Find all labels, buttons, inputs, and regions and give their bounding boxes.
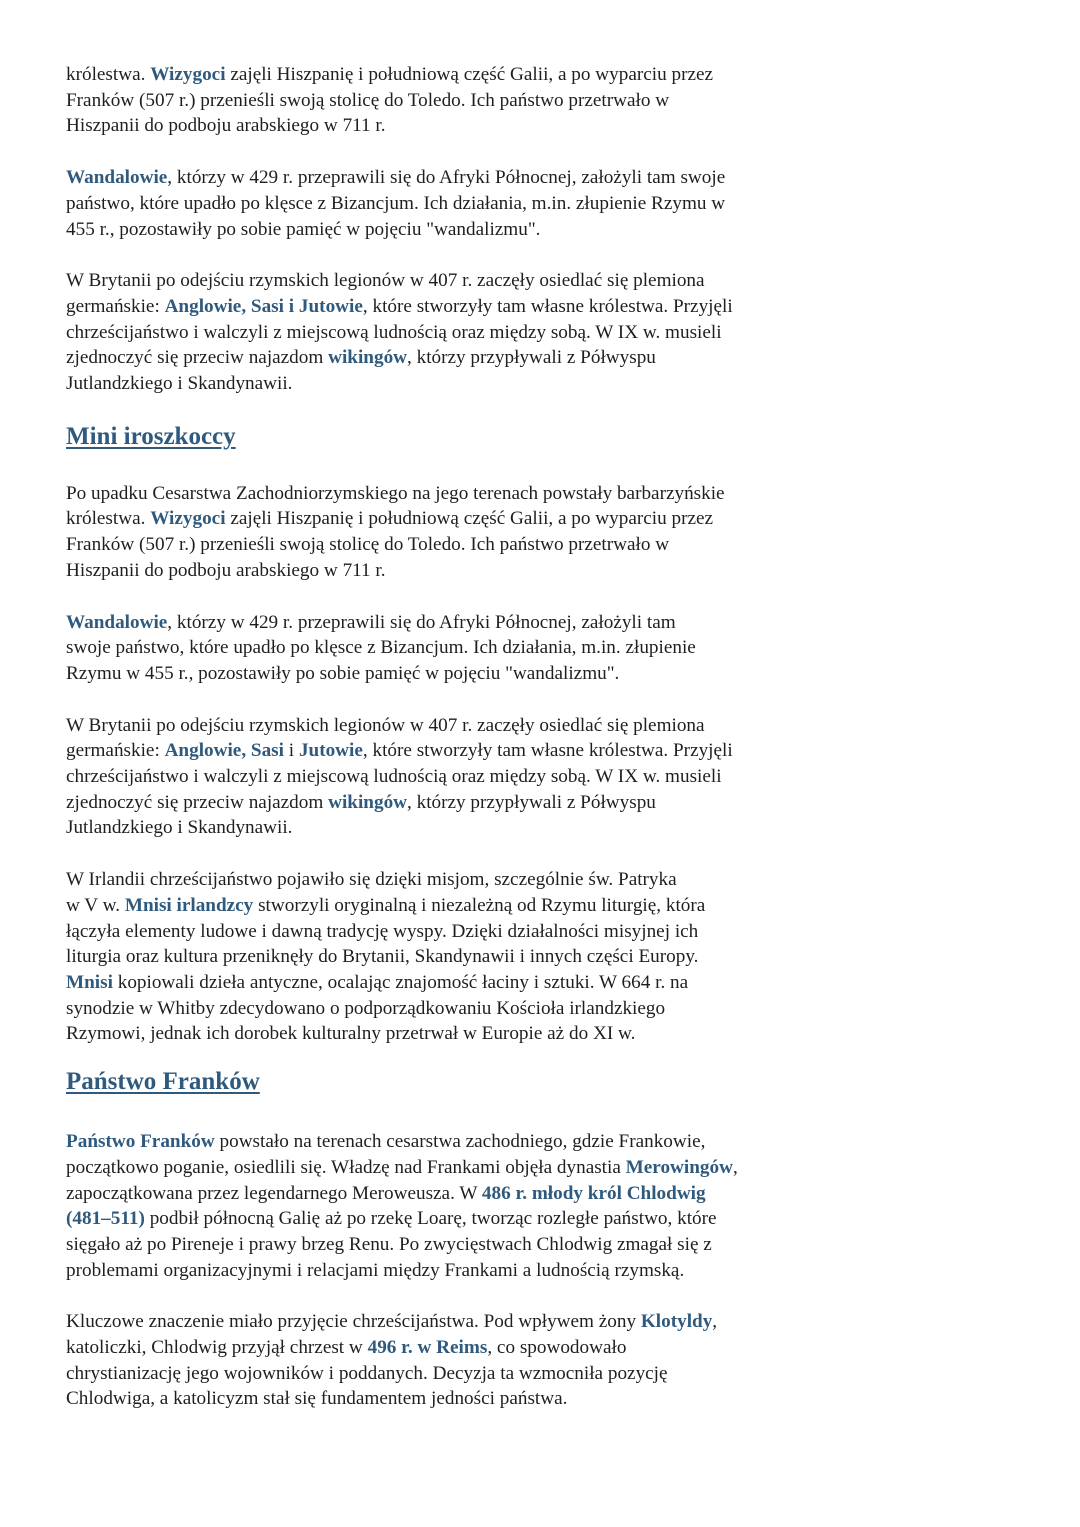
term-chlodwig: 486 r. młody król Chlodwig <box>481 1182 706 1204</box>
paragraph-wizygoci-intro: królestwa. Wizygoci zajęli Hiszpanię i południową część Galii, a po wyparciu przez Franków (507 r.) przenieśli swoją stolicę do Toledo. Ich państwo przetrwało w Hiszpanii do podboju arabskiego w 711 r. <box>66 64 714 137</box>
term-jutowie: Jutowie <box>298 740 363 762</box>
term-wandalowie: Wandalowie <box>66 167 168 189</box>
paragraph-panstwo-frankow: Państwo Franków powstało na terenach cesarstwa zachodniego, gdzie Frankowie, początkowo poganie, osiedlili się. Władzę nad Frankami objęła dynastia Merowingów, zapoczątkowana przez legendarnego Meroweusza. W 486 r. młody król Chlodwig (481–511) podbił północną Galię aż po rzekę Loarę, tworząc rozległe państwo, które sięgało aż po Pireneje i prawy brzeg Renu. Po zwycięstwach Chlodwig zmagał się z problemami organizacyjnymi i relacjami między Frankami a ludnością rzymską. <box>66 1131 738 1281</box>
paragraph-upadek-cesarstwa: Po upadku Cesarstwa Zachodniorzymskiego na jego terenach powstały barbarzyńskie królestwa. Wizygoci zajęli Hiszpanię i południową część Galii, a po wyparciu przez Franków (507 r.) przenieśli swoją stolicę do Toledo. Ich państwo przetrwało w Hiszpanii do podboju arabskiego w 711 r. <box>66 482 725 581</box>
term-wikingow: wikingów <box>328 791 408 813</box>
term-mnisi-irlandzcy: Mnisi irlandzcy <box>124 894 254 916</box>
term-wandalowie: Wandalowie <box>66 611 168 633</box>
paragraph-wandalowie-2: Wandalowie, którzy w 429 r. przeprawili się do Afryki Północnej, założyli tam swoje państwo, które upadło po klęsce z Bizancjum. Ich działania, m.in. złupienie Rzymu w 455 r., pozostawiły po sobie pamięć w pojęciu "wandalizmu". <box>66 611 696 684</box>
paragraph-irlandia: W Irlandii chrześcijaństwo pojawiło się dzięki misjom, szczególnie św. Patryka w V w. Mnisi irlandzcy stworzyli oryginalną i niezależną od Rzymu liturgię, która łączyła elementy ludowe i dawną tradycję wyspy. Dzięki działalności misyjnej ich liturgia oraz kultura przeniknęły do Brytanii, Skandynawii i innych części Europy. Mnisi kopiowali dzieła antyczne, ocalając znajomość łaciny i sztuki. W 664 r. na synodzie w Whitby zdecydowano o podporządkowaniu Kościoła irlandzkiego Rzymowi, jednak ich dorobek kulturalny przetrwał w Europie aż do XI w. <box>66 869 706 1045</box>
term-wizygoci: Wizygoci <box>150 64 226 85</box>
term-anglosasi: Anglowie, Sasi i Jutowie <box>164 295 363 317</box>
term-mnisi: Mnisi <box>66 971 113 993</box>
paragraph-brytania-2: W Brytanii po odejściu rzymskich legionów w 407 r. zaczęły osiedlać się plemiona germańskie: Anglowie, Sasi i Jutowie, które stworzyły tam własne królestwa. Przyjęli chrześcijaństwo i walczyli z miejscową ludnością oraz między sobą. W IX w. musieli zjednoczyć się przeciw najazdom wikingów, którzy przypływali z Półwyspu Jutlandzkiego i Skandynawii. <box>66 714 733 839</box>
term-panstwo-frankow: Państwo Franków <box>66 1131 215 1153</box>
term-wizygoci: Wizygoci <box>150 508 226 530</box>
term-anglowie: Anglowie <box>164 740 242 762</box>
term-496-reims: 496 r. w Reims <box>367 1337 488 1359</box>
term-merowingow: Merowingów <box>625 1156 733 1178</box>
term-wikingow: wikingów <box>328 347 408 369</box>
term-sasi: Sasi <box>250 740 284 762</box>
paragraph-brytania: W Brytanii po odejściu rzymskich legionów w 407 r. zaczęły osiedlać się plemiona germańskie: Anglowie, Sasi i Jutowie, które stworzyły tam własne królestwa. Przyjęli chrześcijaństwo i walczyli z miejscową ludnością oraz między sobą. W IX w. musieli zjednoczyć się przeciw najazdom wikingów, którzy przypływali z Półwyspu Jutlandzkiego i Skandynawii. <box>66 270 733 395</box>
term-klotyldy: Klotyldy <box>640 1311 713 1333</box>
section-heading-mnisi: Mini iroszkoccy <box>66 422 236 450</box>
term-chlodwig-years: (481–511) <box>66 1208 145 1230</box>
paragraph-chrzest: Kluczowe znaczenie miało przyjęcie chrześcijaństwa. Pod wpływem żony Klotyldy, katoliczki, Chlodwig przyjął chrzest w 496 r. w Reims, co spowodowało chrystianizację jego wojowników i poddanych. Decyzja ta wzmocniła pozycję Chlodwiga, a katolicyzm stał się fundamentem jedności państwa. <box>66 1311 718 1410</box>
paragraph-wandalowie: Wandalowie, którzy w 429 r. przeprawili się do Afryki Północnej, założyli tam swoje państwo, które upadło po klęsce z Bizancjum. Ich działania, m.in. złupienie Rzymu w 455 r., pozostawiły po sobie pamięć w pojęciu "wandalizmu". <box>66 167 726 240</box>
section-heading-panstwo-frankow: Państwo Franków <box>66 1068 260 1096</box>
